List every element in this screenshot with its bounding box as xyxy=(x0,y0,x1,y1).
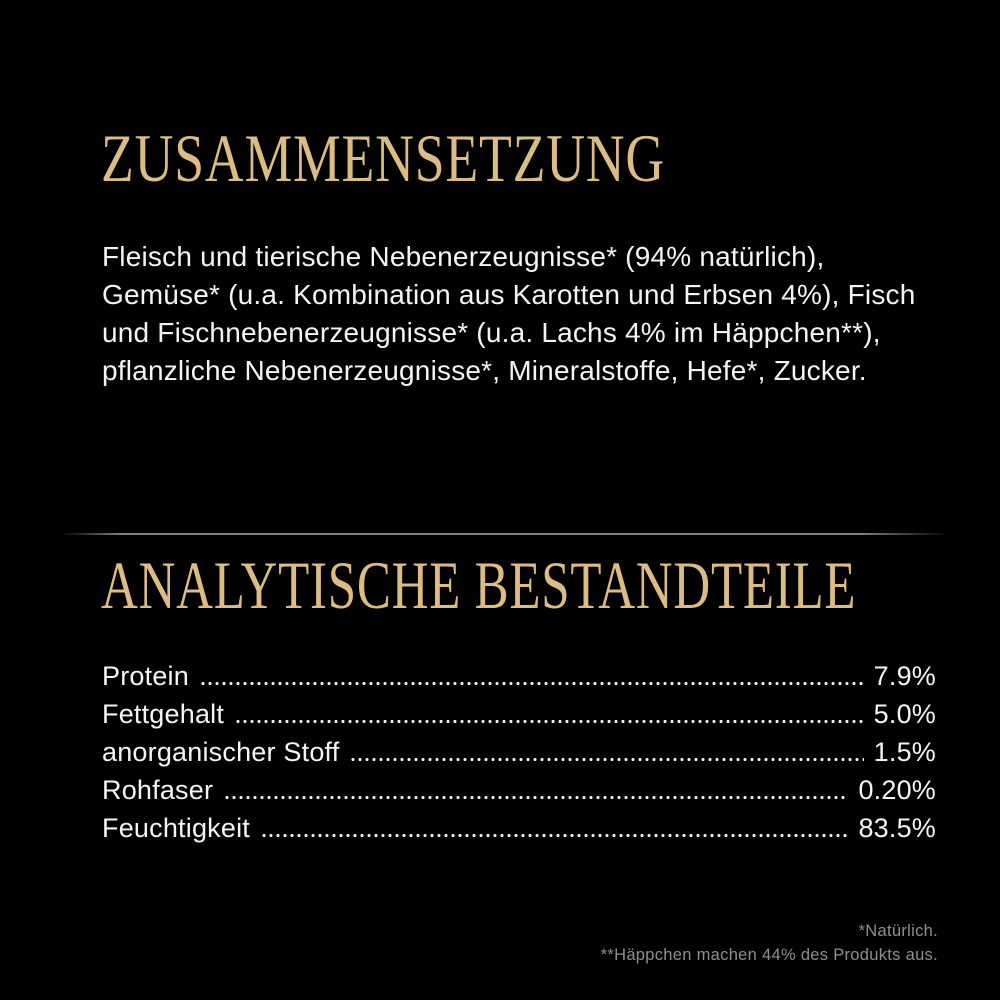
row-value: 7.9% xyxy=(873,661,936,691)
dot-leader xyxy=(351,757,863,762)
footnote-line: *Natürlich. xyxy=(858,922,938,940)
row-label: Protein xyxy=(102,661,189,691)
dot-leader xyxy=(201,681,864,686)
row-label: Feuchtigkeit xyxy=(102,813,250,843)
table-row xyxy=(102,809,936,847)
section-divider xyxy=(60,533,950,535)
table-row xyxy=(102,771,936,809)
table-row xyxy=(102,657,936,695)
row-label: anorganischer Stoff xyxy=(102,737,340,767)
dot-leader xyxy=(225,795,848,800)
table-row xyxy=(102,733,936,771)
row-value: 83.5% xyxy=(858,813,936,843)
table-row xyxy=(102,695,936,733)
analysis-table xyxy=(102,657,936,847)
dot-leader xyxy=(262,833,848,838)
row-value: 1.5% xyxy=(873,737,936,767)
row-value: 5.0% xyxy=(873,699,936,729)
dot-leader xyxy=(236,719,864,724)
footnote-line: **Häppchen machen 44% des Produkts aus. xyxy=(600,946,938,964)
footnotes xyxy=(601,919,938,967)
row-value: 0.20% xyxy=(858,775,936,805)
composition-body-text: Fleisch und tierische Nebenerzeugnisse* (94% natürlich), Gemüse* (u.a. Kombination aus Karotten und Erbsen 4%), Fisch und Fischnebenerzeugnisse* (u.a. Lachs 4% im Häppchen**), pflanzliche Nebenerzeugnisse*, Mineralstoffe, Hefe*, Zucker. xyxy=(102,241,916,386)
analysis-title: ANALYTISCHE BESTANDTEILE xyxy=(101,547,857,623)
composition-title: ZUSAMMENSETZUNG xyxy=(101,120,665,196)
row-label: Fettgehalt xyxy=(102,699,225,729)
row-label: Rohfaser xyxy=(102,775,214,805)
